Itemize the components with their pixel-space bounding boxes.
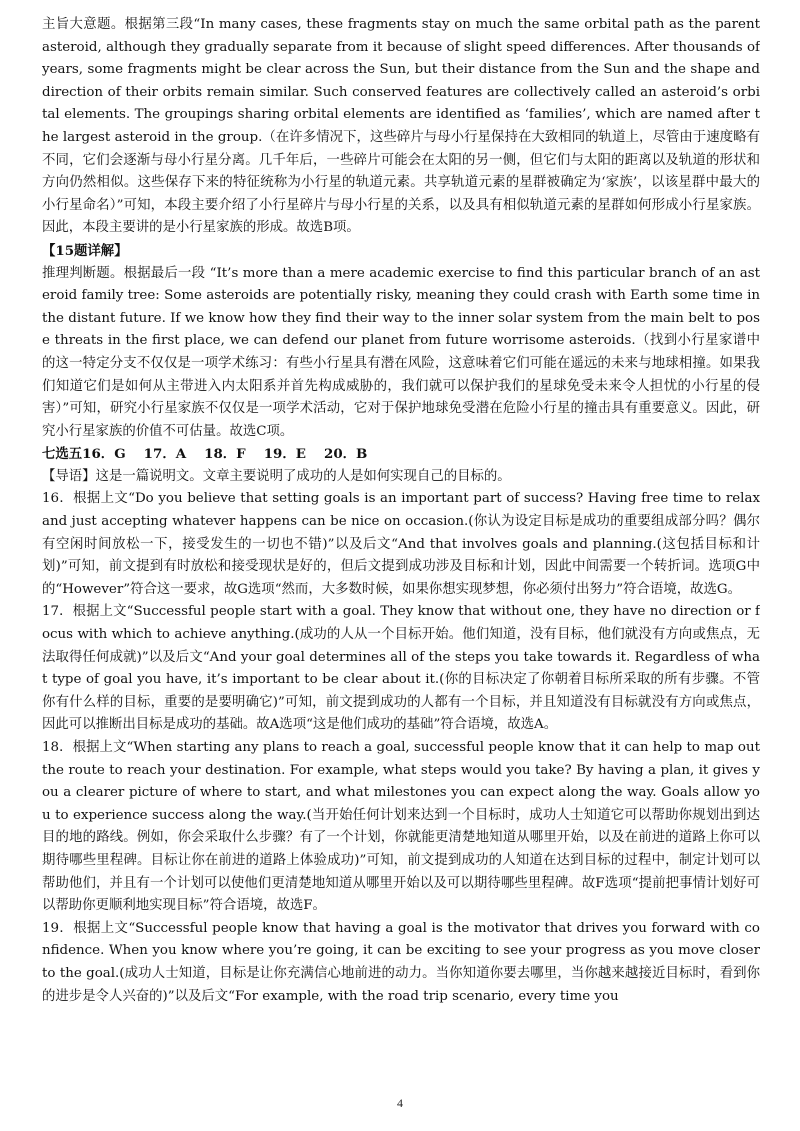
paragraph-question14-analysis: 主旨大意题。根据第三段“In many cases, these fragments stay on much the same orbital path as the parent asteroid, although they gradually separate from it because of slight speed differences. After thousands of years, some fragments might be clear across the Sun, but their distance from the Sun and the shape and direction of their orbits remain similar. Such conserved features are collectively called an asteroid’s orbital elements. The groupings sharing orbital elements are identified as ‘families’, which are named after the largest asteroid in the group.（在许多情况下，这些碎片与母小行星保持在大致相同的轨道上，尽管由于速度略有不同，它们会逐渐与母小行星分离。几千年后，一些碎片可能会在太阳的另一侧，但它们与太阳的距离以及轨道的形状和方向仍然相似。这些保存下来的特征统称为小行星的轨道元素。共享轨道元素的星群被确定为‘家族’，以该星群中最大的小行星命名）”可知，本段主要介绍了小行星碎片与母小行星的关系，以及具有相似轨道元素的星群如何形成小行星家族。因此，本段主要讲的是小行星家族的形成。故选B项。 bbox=[42, 17, 760, 236]
question-19-explanation: 19．根据上文“Successful people know that having a goal is the motivator that drives you forward with confidence. When you know where you’re going, it can be exciting to see your progress as you move closer to the goal.(成功人士知道，目标是让你充满信心地前进的动力。当你知道你要去哪里，当你越来越接近目标时，看到你的进步是令人兴奋的)”以及后文“For example, with the road trip scenario, every time you bbox=[42, 920, 760, 1004]
heading-question15: 【15题详解】 bbox=[42, 242, 128, 259]
question-18-explanation: 18．根据上文“When starting any plans to reach a goal, successful people know that it can help to map out the route to reach your destination. For example, what steps would you take? By having a plan, it gives you a clearer picture of where to start, and what milestones you can expect along the way. Goals allow you to experience success along the way.(当开始任何计划来达到一个目标时，成功人士知道它可以帮助你规划出到达目的地的路线。例如，你会采取什么步骤？有了一个计划，你就能更清楚地知道从哪里开始，以及在前进的道路上你可以期待哪些里程碑。目标让你在前进的道路上体验成功)”可知，前文提到成功的人知道在达到目标的过程中，制定计划可以帮助他们，并且有一个计划可以使他们更清楚地知道从哪里开始以及可以期待哪些里程碑。故F选项“提前把事情计划好可以帮助你更顺利地实现目标”符合语境，故选F。 bbox=[42, 740, 760, 914]
answer-key-line: 七选五16．G 17．A 18．F 19．E 20．B bbox=[42, 446, 368, 463]
page-number: 4 bbox=[397, 1096, 403, 1110]
document-page bbox=[42, 14, 760, 1094]
question-17-explanation: 17．根据上文“Successful people start with a goal. They know that without one, they have no direction or focus with which to achieve anything.(成功的人从一个目标开始。他们知道，没有目标，他们就没有方向或焦点，无法取得任何成就)”以及后文“And your goal determines all of the steps you take towards it. Regardless of what type of goal you have, it’s important to be clear about it.(你的目标决定了你朝着目标所采取的所有步骤。不管你有什么样的目标，重要的是要明确它)”可知，前文提到成功的人都有一个目标，并且知道没有目标就没有方向或焦点，因此可以推断出目标是成功的基础。故A选项“这是他们成功的基础”符合语境，故选A。 bbox=[42, 604, 760, 733]
paragraph-question15-analysis: 推理判断题。根据最后一段 “It’s more than a mere academic exercise to find this particular branch of an asteroid family tree: Some asteroids are potentially risky, meaning they could crash with Earth some time in the distant future. If we know how they find their way to the inner solar system from the main belt to pose threats in the first place, we can defend our planet from future worrisome asteroids.（找到小行星家谱中的这一特定分支不仅仅是一项学术练习：有些小行星具有潜在风险，这意味着它们可能在遥远的未来与地球相撞。如果我们知道它们是如何从主带进入内太阳系并首先构成威胁的，我们就可以保护我们的星球免受未来令人担忧的小行星的侵害）”可知，研究小行星家族不仅仅是一项学术活动，它对于保护地球免受潜在危险小行星的撞击具有重要意义。因此，研究小行星家族的价值不可估量。故选C项。 bbox=[42, 265, 760, 439]
question-16-explanation: 16．根据上文“Do you believe that setting goals is an important part of success? Having free time to relax and just accepting whatever happens can be nice on occasion.(你认为设定目标是成功的重要组成部分吗？偶尔有空闲时间放松一下，接受发生的一切也不错)”以及后文“And that involves goals and planning.(这包括目标和计划)”可知，前文提到有时放松和接受现状是好的，但后文提到成功涉及目标和计划，因此中间需要一个转折词。选项G中的“However”符合这一要求，故G选项“然而，大多数时候，如果你想实现梦想，你必须付出努力”符合语境，故选G。 bbox=[42, 491, 760, 597]
passage-guide: 【导语】这是一篇说明文。文章主要说明了成功的人是如何实现自己的目标的。 bbox=[42, 468, 511, 484]
